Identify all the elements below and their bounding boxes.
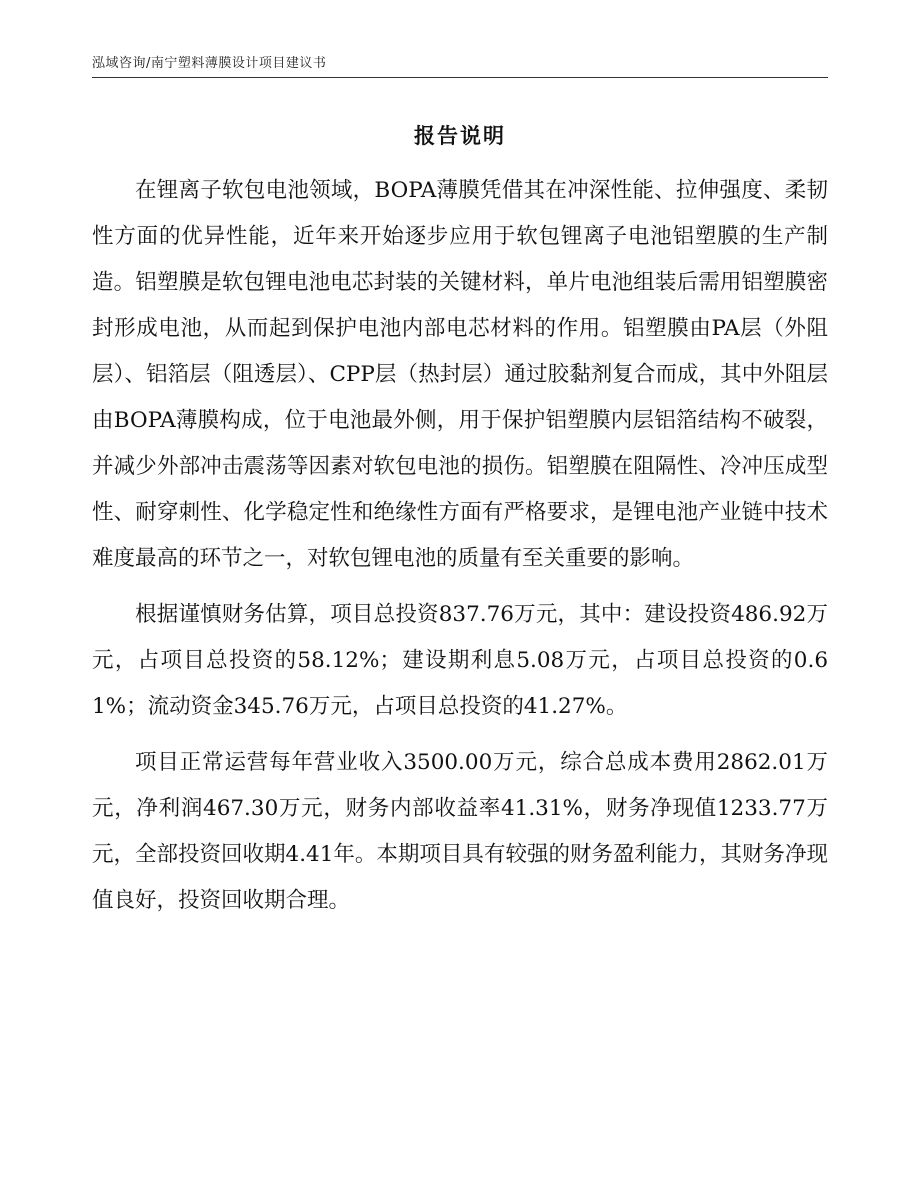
header-divider <box>92 77 828 78</box>
paragraph-investment: 根据谨慎财务估算，项目总投资837.76万元，其中：建设投资486.92万元，占项目总投资的58.12%；建设期利息5.08万元，占项目总投资的0.61%；流动资金345.76万元，占项目总投资的41.27%。 <box>92 602 828 719</box>
page-title: 报告说明 <box>414 124 506 148</box>
paragraph-financials: 项目正常运营每年营业收入3500.00万元，综合总成本费用2862.01万元，净利润467.30万元，财务内部收益率41.31%，财务净现值1233.77万元，全部投资回收期4.41年。本期项目具有较强的财务盈利能力，其财务净现值良好，投资回收期合理。 <box>92 750 828 913</box>
document-header-breadcrumb: 泓域咨询/南宁塑料薄膜设计项目建议书 <box>92 56 327 71</box>
paragraph-background: 在锂离子软包电池领域，BOPA薄膜凭借其在冲深性能、拉伸强度、柔韧性方面的优异性能，近年来开始逐步应用于软包锂离子电池铝塑膜的生产制造。铝塑膜是软包锂电池电芯封装的关键材料，单片电池组装后需用铝塑膜密封形成电池，从而起到保护电池内部电芯材料的作用。铝塑膜由PA层（外阻层）、铝箔层（阻透层）、CPP层（热封层）通过胶黏剂复合而成，其中外阻层由BOPA薄膜构成，位于电池最外侧，用于保护铝塑膜内层铝箔结构不破裂，并减少外部冲击震荡等因素对软包电池的损伤。铝塑膜在阻隔性、冷冲压成型性、耐穿刺性、化学稳定性和绝缘性方面有严格要求，是锂电池产业链中技术难度最高的环节之一，对软包锂电池的质量有至关重要的影响。 <box>92 178 828 571</box>
report-body <box>92 168 828 934</box>
